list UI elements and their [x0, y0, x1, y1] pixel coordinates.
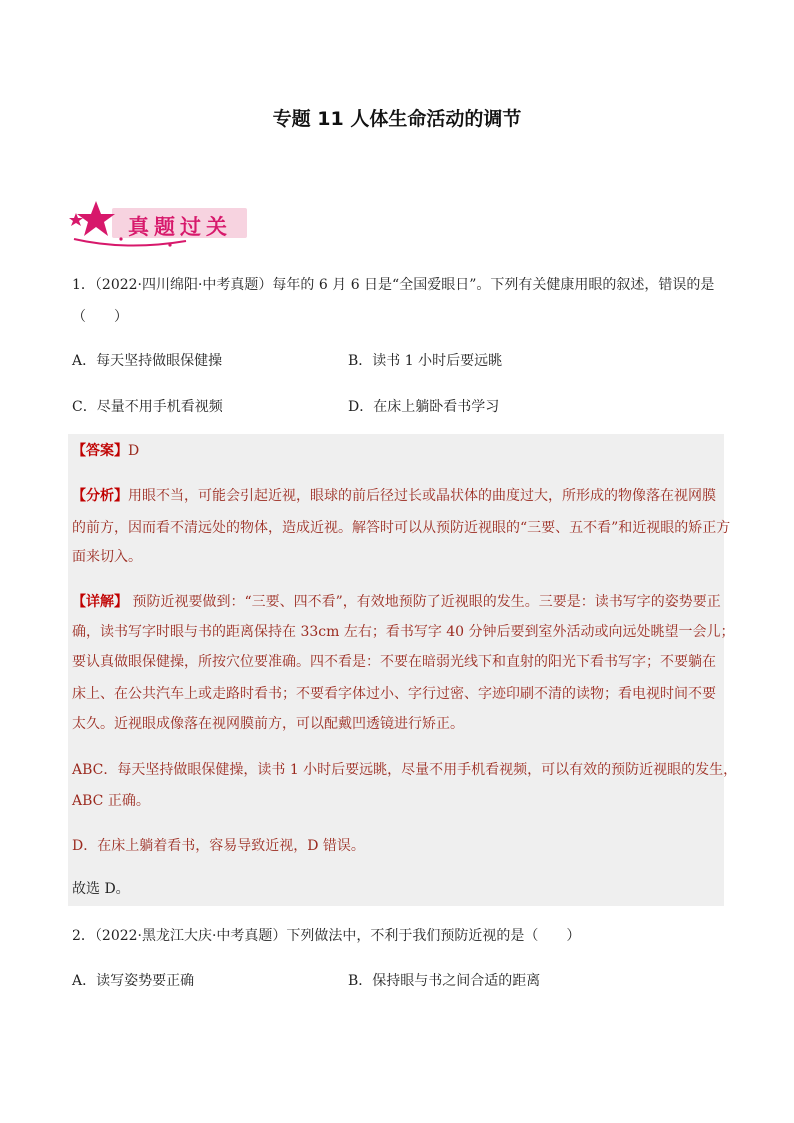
q1-option-d: D．在床上躺卧看书学习 — [348, 399, 500, 415]
question-2-stem: 2．（2022·黑龙江大庆·中考真题）下列做法中，不利于我们预防近视的是（ ） — [72, 928, 581, 944]
detail-text-1: 预防近视要做到：“三要、四不看”，有效地预防了近视眼的发生。三要是：读书写字的姿势要正 — [128, 594, 721, 610]
abc-line-1: ABC．每天坚持做眼保健操，读书 1 小时后要远眺，尽量不用手机看视频，可以有效的预防近视眼的发生， — [72, 762, 738, 778]
answer-tag: 【答案】 — [72, 443, 128, 459]
choice-line: 故选 D。 — [72, 881, 130, 897]
detail-line-5: 太久。近视眼成像落在视网膜前方，可以配戴凹透镜进行矫正。 — [72, 716, 464, 732]
detail-tag: 【详解】 — [72, 594, 128, 610]
detail-line-1 — [72, 591, 721, 613]
q2-option-a: A．读写姿势要正确 — [72, 973, 195, 989]
answer-value: D — [128, 443, 140, 459]
detail-line-3: 要认真做眼保健操，所按穴位要准确。四不看是：不要在暗弱光线下和直射的阳光下看书写字；不要躺在 — [72, 654, 716, 670]
banner-label: 真题过关 — [128, 215, 232, 239]
analysis-line-1 — [72, 485, 716, 507]
analysis-text-1: 用眼不当，可能会引起近视，眼球的前后径过长或晶状体的曲度过大，所形成的物像落在视网膜 — [128, 488, 716, 504]
analysis-line-2: 的前方，因而看不清远处的物体，造成近视。解答时可以从预防近视眼的“三要、五不看”和近视眼的矫正方 — [72, 520, 731, 536]
q2-option-b: B．保持眼与书之间合适的距离 — [348, 973, 541, 989]
analysis-tag: 【分析】 — [72, 488, 128, 504]
q1-option-a: A．每天坚持做眼保健操 — [72, 353, 223, 369]
q1-option-c: C．尽量不用手机看视频 — [72, 399, 223, 415]
answer-line — [72, 440, 139, 462]
d-line: D．在床上躺着看书，容易导致近视，D 错误。 — [72, 838, 365, 854]
question-1-bracket: （ ） — [72, 309, 128, 325]
detail-line-2: 确，读书写字时眼与书的距离保持在 33cm 左右；看书写字 40 分钟后要到室外活动或向远处眺望一会儿； — [72, 624, 735, 640]
q1-option-b: B．读书 1 小时后要远眺 — [348, 353, 503, 369]
abc-line-2: ABC 正确。 — [72, 793, 150, 809]
detail-line-4: 床上、在公共汽车上或走路时看书；不要看字体过小、字行过密、字迹印刷不清的读物；看电视时间不要 — [72, 686, 716, 702]
section-banner — [66, 199, 250, 249]
question-1-stem: 1．（2022·四川绵阳·中考真题）每年的 6 月 6 日是“全国爱眼日”。下列有关健康用眼的叙述，错误的是 — [72, 277, 715, 293]
page-title: 专题 11 人体生命活动的调节 — [272, 108, 522, 130]
analysis-line-3: 面来切入。 — [72, 549, 142, 565]
